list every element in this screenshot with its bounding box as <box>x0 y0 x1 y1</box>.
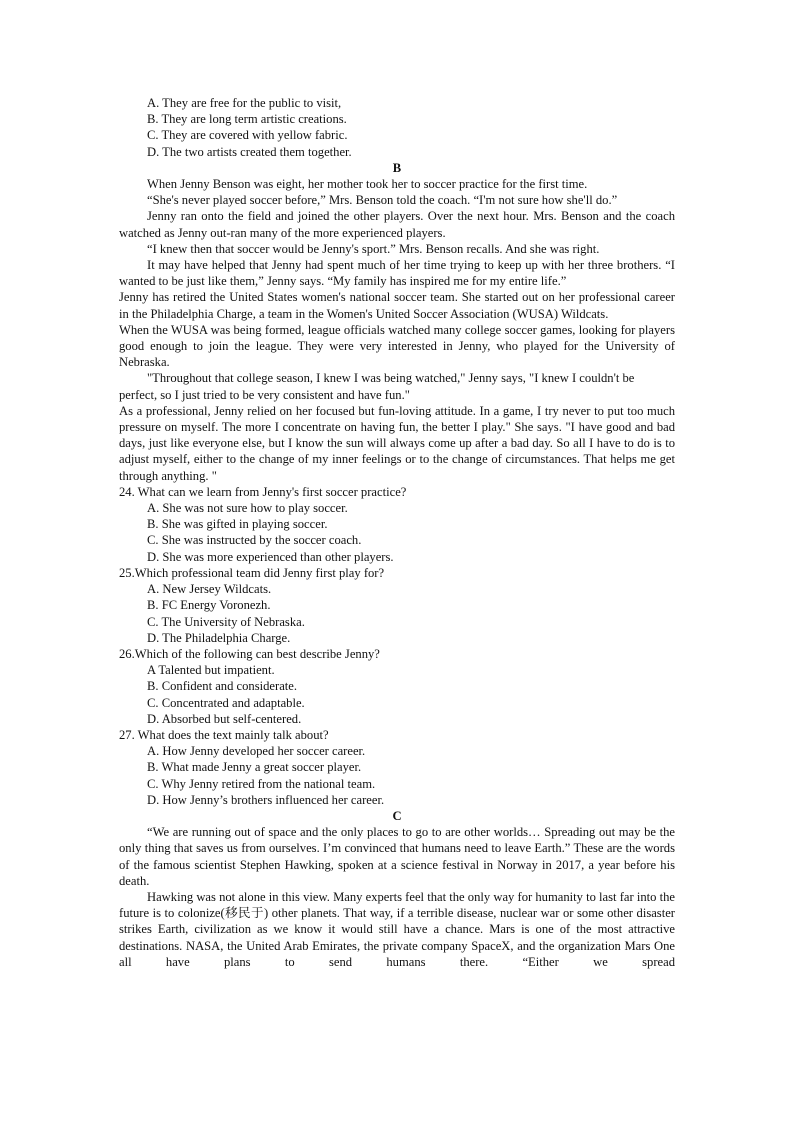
answer-option: C. Concentrated and adaptable. <box>147 695 305 710</box>
question-stem: 26.Which of the following can best describe Jenny? <box>119 646 380 661</box>
passage-paragraph: When Jenny Benson was eight, her mother took her to soccer practice for the first time. <box>147 177 588 192</box>
passage-paragraph: It may have helped that Jenny had spent much of her time trying to keep up with her three brothers. “I wanted to be just like them,” Jenny says. “My family has inspired me for my entire life.” <box>119 258 675 289</box>
section-b-passage <box>119 176 675 484</box>
question-25 <box>119 565 675 646</box>
option-b: B. They are long term artistic creations. <box>147 112 347 127</box>
answer-option: A. New Jersey Wildcats. <box>147 582 272 597</box>
passage-paragraph: “She's never played soccer before,” Mrs. Benson told the coach. “I'm not sure how she'll do.” <box>147 193 618 208</box>
question-26 <box>119 646 675 727</box>
section-b-heading: B <box>392 160 402 175</box>
answer-option: B. FC Energy Voronezh. <box>147 598 271 613</box>
question-stem: 25.Which professional team did Jenny first play for? <box>119 565 385 580</box>
passage-paragraph: Jenny has retired the United States women's national soccer team. She started out on her professional career in the Philadelphia Charge, a team in the Women's United Soccer Association (WUSA) Wildcats. <box>119 290 675 321</box>
passage-paragraph: As a professional, Jenny relied on her focused but fun-loving attitude. In a game, I try never to put too much pressure on myself. The more I concentrate on having fun, the better I play." She says. "I have good and bad days, just like everyone else, but I know the sun will always come up after a bad day. So all I have to do is to adjust myself, either to the change of my inner feelings or to the change of circumstances. That helps me get through anything. " <box>119 403 675 483</box>
option-a: A. They are free for the public to visit, <box>147 96 342 110</box>
question-27 <box>119 727 675 808</box>
passage-paragraph: Jenny ran onto the field and joined the other players. Over the next hour. Mrs. Benson and the coach watched as Jenny out-ran many of the more experienced players. <box>119 209 675 240</box>
passage-paragraph: “We are running out of space and the only places to go to are other worlds… Spreading out may be the only thing that saves us from ourselves. I’m convinced that humans need to leave Earth.” These are the words of the famous scientist Stephen Hawking, spoken at a science festival in Norway in 2017, a year before his death. <box>119 825 675 888</box>
answer-option: C. Why Jenny retired from the national team. <box>147 776 376 791</box>
answer-option: D. How Jenny’s brothers influenced her career. <box>147 792 385 807</box>
answer-option: B. What made Jenny a great soccer player. <box>147 760 362 775</box>
answer-option: B. Confident and considerate. <box>147 679 298 694</box>
question-stem: 24. What can we learn from Jenny's first soccer practice? <box>119 484 407 499</box>
answer-option: C. The University of Nebraska. <box>147 614 305 629</box>
question-24 <box>119 484 675 565</box>
answer-option: A. How Jenny developed her soccer career. <box>147 744 366 759</box>
answer-option: D. She was more experienced than other players. <box>147 549 394 564</box>
answer-option: A Talented but impatient. <box>147 663 275 678</box>
option-c: C. They are covered with yellow fabric. <box>147 128 348 143</box>
section-a-options <box>119 95 675 160</box>
answer-option: A. She was not sure how to play soccer. <box>147 501 348 516</box>
answer-option: B. She was gifted in playing soccer. <box>147 517 328 532</box>
option-d: D. The two artists created them together. <box>147 144 352 159</box>
section-c-passage <box>119 824 675 970</box>
passage-paragraph: When the WUSA was being formed, league officials watched many college soccer games, looking for players good enough to join the league. They were very interested in Jenny, who played for the University of Nebraska. <box>119 322 675 370</box>
answer-option: D. The Philadelphia Charge. <box>147 630 291 645</box>
passage-paragraph: "Throughout that college season, I knew I was being watched," Jenny says, "I knew I couldn't be perfect, so I just tried to be very consistent and have fun." <box>119 371 635 402</box>
document-page <box>119 95 675 970</box>
passage-paragraph: Hawking was not alone in this view. Many experts feel that the only way for humanity to last far into the future is to colonize(移民于) other planets. That way, if a terrible disease, nuclear war or some other disaster strikes Earth, civilization as we know it would still have a chance. Mars is one of the most attractive destinations. NASA, the United Arab Emirates, the private company SpaceX, and the organization Mars One all have plans to send humans there. “Either we spread <box>119 889 675 969</box>
section-c-heading: C <box>392 808 402 823</box>
answer-option: C. She was instructed by the soccer coach. <box>147 533 362 548</box>
question-stem: 27. What does the text mainly talk about? <box>119 727 329 742</box>
passage-paragraph: “I knew then that soccer would be Jenny's sport.” Mrs. Benson recalls. And she was right. <box>147 241 600 256</box>
answer-option: D. Absorbed but self-centered. <box>147 711 302 726</box>
